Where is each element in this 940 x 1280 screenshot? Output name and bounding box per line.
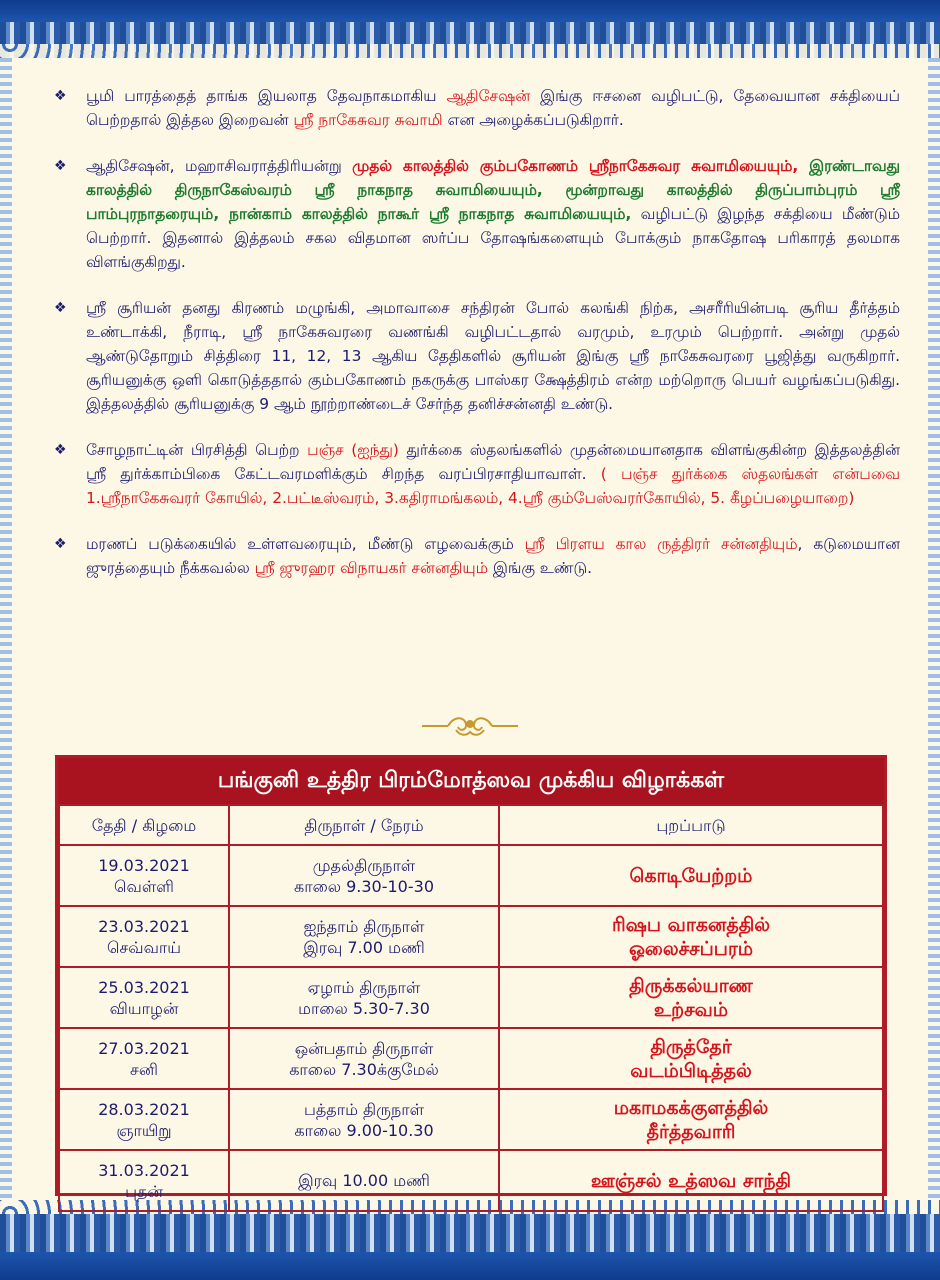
top-decorative-border — [0, 0, 940, 58]
date-day-cell-day: வியாழன் — [109, 998, 179, 1018]
festival-time-cell-festival: ஐந்தாம் திருநாள் — [303, 916, 425, 936]
procession-cell-event2: தீர்த்தவாரி — [646, 1120, 736, 1143]
left-decorative-border — [0, 58, 12, 1200]
date-day-cell-date: 28.03.2021 — [98, 1099, 190, 1119]
procession-cell-event1: மகாமகக்குளத்தில் — [613, 1096, 769, 1119]
diamond-bullet-icon: ❖ — [54, 158, 67, 174]
date-day-cell-day: புதன் — [125, 1181, 163, 1201]
info-paragraph — [50, 154, 900, 274]
header-festival-time: திருநாள் / நேரம் — [229, 805, 499, 845]
paragraph-text: ( பஞ்ச துர்க்கை ஸ்தலங்கள் என்பவை 1.ஸ்ரீநாகேசுவரர் கோயில், 2.பட்டீஸ்வரம், 3.கதிராமங்கலம், 4.ஸ்ரீ கும்பேஸ்வரர்கோயில், 5. கீழப்பழையாறை) — [86, 465, 901, 507]
date-day-cell — [59, 967, 229, 1028]
diamond-bullet-icon: ❖ — [54, 300, 67, 316]
date-day-cell — [59, 1028, 229, 1089]
festival-time-cell-time: காலை 9.30-10-30 — [294, 876, 434, 896]
festival-time-cell-festival: ஏழாம் திருநாள் — [307, 977, 421, 997]
festival-time-cell-time: காலை 9.00-10.30 — [294, 1120, 434, 1140]
table-row — [59, 845, 883, 906]
procession-cell — [499, 906, 883, 967]
paragraph-text: ஆதிசேஷன் — [446, 87, 531, 105]
festival-schedule-table — [55, 755, 887, 1201]
festival-time-cell-festival: பத்தாம் திருநாள் — [303, 1099, 425, 1119]
procession-cell — [499, 1150, 883, 1211]
info-paragraph — [50, 84, 900, 132]
table-row — [59, 1150, 883, 1211]
festival-time-cell-festival: ஒன்பதாம் திருநாள் — [294, 1038, 434, 1058]
date-day-cell-date: 27.03.2021 — [98, 1038, 190, 1058]
schedule-title: பங்குனி உத்திர பிரம்மோத்ஸவ முக்கிய விழாக்கள் — [58, 758, 884, 804]
gold-scroll-ornament-icon — [420, 712, 520, 740]
paragraph-text: பூமி பாரத்தைத் தாங்க இயலாத தேவநாகமாகிய — [86, 87, 447, 105]
table-row — [59, 1028, 883, 1089]
procession-cell-event2: உற்சவம் — [653, 998, 729, 1021]
info-paragraph — [50, 438, 900, 510]
paragraph-text: இங்கு ஈசனை வழிபட்டு, தேவையான சக்தியைப் பெற்றதால் இத்தல இறைவன் — [86, 87, 900, 129]
date-day-cell — [59, 1089, 229, 1150]
procession-cell — [499, 967, 883, 1028]
table-row — [59, 906, 883, 967]
info-paragraph — [50, 296, 900, 416]
procession-cell-event1: ரிஷப வாகனத்தில் — [611, 913, 771, 936]
procession-cell-event1: திருத்தேர் — [650, 1035, 732, 1058]
paragraph-text: ஸ்ரீ சூரியன் தனது கிரணம் மழுங்கி, அமாவாசை சந்திரன் போல் கலங்கி நிற்க, அசரீரியின்படி சூரிய தீர்த்தம் உண்டாக்கி, நீராடி, ஸ்ரீ நாகேசுவரரை வணங்கி வழிபட்டதால் வரமும், உரமும் பெற்றார். அன்று முதல் ஆண்டுதோறும் சித்திரை 11, 12, 13 ஆகிய தேதிகளில் சூரியன் இங்கு ஸ்ரீ நாகேசுவரரை பூஜித்து வருகிறார். சூரியனுக்கு ஒளி கொடுத்ததால் கும்பகோணம் நகருக்கு பாஸ்கர க்ஷேத்திரம் என்ற மற்றொரு பெயர் வழங்கப்படுகிது. இத்தலத்தில் சூரியனுக்கு 9 ஆம் நூற்றாண்டைச் சேர்ந்த தனிச்சன்னதி உண்டு. — [86, 299, 900, 413]
temple-history-paragraphs — [50, 84, 900, 602]
date-day-cell-date: 23.03.2021 — [98, 916, 190, 936]
paragraph-text: துர்க்கை ஸ்தலங்களில் முதன்மையானதாக விளங்குகின்ற இத்தலத்தின் ஸ்ரீ துர்க்காம்பிகை கேட்டவரமளிக்கும் சிறந்த வரப்பிரசாதியாவாள். — [86, 441, 900, 483]
paragraph-text: வழிபட்டு இழந்த சக்தியை மீண்டும் பெற்றார். இதனால் இத்தலம் சகல விதமான ஸர்ப்ப தோஷங்களையும் போக்கும் நாகதோஷ பரிகாரத் தலமாக விளங்குகிறது. — [86, 205, 900, 271]
festival-time-cell — [229, 906, 499, 967]
paragraph-text: சோழநாட்டின் பிரசித்தி பெற்ற — [86, 441, 308, 459]
diamond-bullet-icon: ❖ — [54, 536, 67, 552]
procession-cell-event2: ஓலைச்சப்பரம் — [628, 937, 754, 960]
procession-cell-event2: வடம்பிடித்தல் — [630, 1059, 752, 1082]
header-procession: புறப்பாடு — [499, 805, 883, 845]
date-day-cell — [59, 845, 229, 906]
festival-time-cell-time: காலை 7.30க்குமேல் — [289, 1059, 439, 1079]
date-day-cell — [59, 1150, 229, 1211]
paragraph-text: ஸ்ரீ ஜுரஹர விநாயகர் சன்னதியும் — [254, 559, 488, 577]
bottom-decorative-border — [0, 1200, 940, 1280]
procession-cell — [499, 845, 883, 906]
paragraph-text: என அழைக்கப்படுகிறார். — [442, 111, 624, 129]
right-decorative-border — [928, 58, 940, 1200]
festival-time-cell — [229, 1028, 499, 1089]
festival-time-cell — [229, 967, 499, 1028]
date-day-cell-date: 31.03.2021 — [98, 1160, 190, 1180]
table-row — [59, 1089, 883, 1150]
festival-time-cell-festival: இரவு 10.00 மணி — [298, 1171, 430, 1190]
festival-time-cell-time: இரவு 7.00 மணி — [303, 937, 425, 957]
date-day-cell-date: 19.03.2021 — [98, 855, 190, 875]
date-day-cell-day: சனி — [130, 1059, 158, 1079]
diamond-bullet-icon: ❖ — [54, 88, 67, 104]
paragraph-text: இங்கு உண்டு. — [487, 559, 592, 577]
paragraph-text: பஞ்ச (ஐந்து) — [307, 441, 399, 459]
table-row — [59, 967, 883, 1028]
diamond-bullet-icon: ❖ — [54, 442, 67, 458]
festival-time-cell — [229, 1089, 499, 1150]
festival-time-cell — [229, 845, 499, 906]
festival-time-cell — [229, 1150, 499, 1211]
info-paragraph — [50, 532, 900, 580]
date-day-cell-day: வெள்ளி — [114, 876, 174, 896]
procession-cell-event1: திருக்கல்யாண — [629, 974, 753, 997]
paragraph-text: முதல் காலத்தில் கும்பகோணம் ஸ்ரீநாகேசுவர சுவாமியையும், — [352, 157, 799, 175]
paragraph-text: , கடுமையான ஜுரத்தையும் நீக்கவல்ல — [86, 535, 901, 577]
festival-time-cell-festival: முதல்திருநாள் — [312, 855, 416, 875]
procession-cell — [499, 1089, 883, 1150]
procession-cell — [499, 1028, 883, 1089]
paragraph-text: இரண்டாவது காலத்தில் திருநாகேஸ்வரம் ஸ்ரீ நாகநாத சுவாமியையும், மூன்றாவது காலத்தில் திருப்பாம்புரம் ஸ்ரீ பாம்புரநாதரையும், நான்காம் காலத்தில் நாகூர் ஸ்ரீ நாகநாத சுவாமியையும், — [86, 157, 900, 223]
header-date-day: தேதி / கிழமை — [59, 805, 229, 845]
paragraph-text: ஆதிசேஷன், மஹாசிவராத்திரியன்று — [86, 157, 353, 175]
paragraph-text: மரணப் படுக்கையில் உள்ளவரையும், மீண்டு எழவைக்கும் — [86, 535, 525, 553]
procession-cell-event1: ஊஞ்சல் உத்ஸவ சாந்தி — [590, 1169, 792, 1192]
date-day-cell — [59, 906, 229, 967]
paragraph-text: ஸ்ரீ நாகேசுவர சுவாமி — [293, 111, 443, 129]
paragraph-text: ஸ்ரீ பிரளய கால ருத்திரர் சன்னதியும் — [524, 535, 798, 553]
date-day-cell-day: செவ்வாய் — [106, 937, 181, 957]
date-day-cell-date: 25.03.2021 — [98, 977, 190, 997]
festival-time-cell-time: மாலை 5.30-7.30 — [298, 998, 430, 1018]
procession-cell-event1: கொடியேற்றம் — [629, 864, 753, 887]
date-day-cell-day: ஞாயிறு — [116, 1120, 172, 1140]
